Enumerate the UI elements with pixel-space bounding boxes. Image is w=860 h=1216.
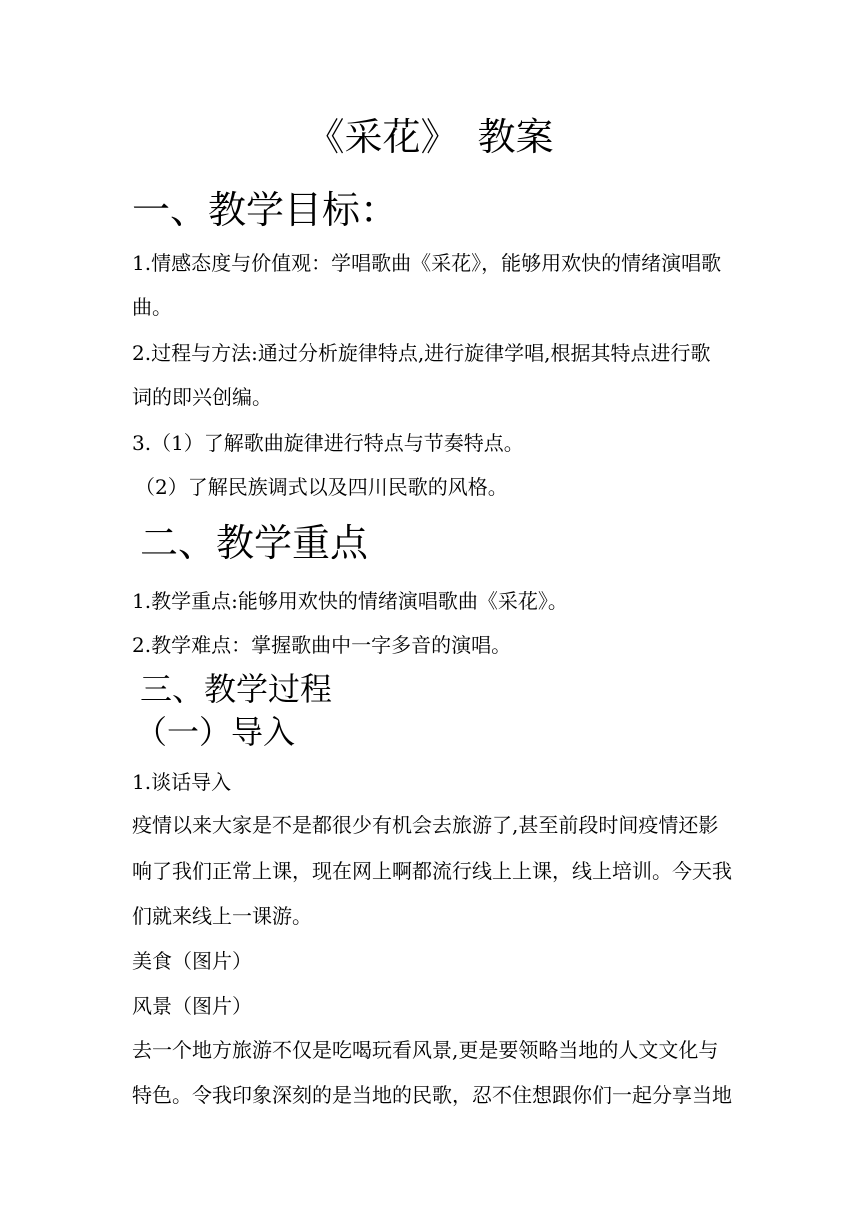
objective-2-line-2: 词的即兴创编。 xyxy=(132,385,272,409)
food-picture-note: 美食（图片） xyxy=(132,949,252,973)
subsection-heading-introduction: （一）导入 xyxy=(135,713,296,751)
objective-2-line-1: 2.过程与方法:通过分析旋律特点,进行旋律学唱,根据其特点进行歌 xyxy=(132,341,711,365)
intro-item-1: 1.谈话导入 xyxy=(132,770,232,794)
objective-1-line-2: 曲。 xyxy=(132,295,172,319)
key-point-1: 1.教学重点:能够用欢快的情绪演唱歌曲《采花》。 xyxy=(132,589,568,613)
intro-paragraph-1-line-3: 们就来线上一课游。 xyxy=(132,904,312,928)
intro-paragraph-2-line-1: 去一个地方旅游不仅是吃喝玩看风景,更是要领略当地的人文文化与 xyxy=(132,1038,719,1062)
intro-paragraph-1-line-1: 疫情以来大家是不是都很少有机会去旅游了,甚至前段时间疫情还影 xyxy=(132,813,719,837)
objective-3-line-2: （2）了解民族调式以及四川民歌的风格。 xyxy=(135,475,508,499)
section-heading-objectives: 一、教学目标： xyxy=(132,188,399,232)
intro-paragraph-2-line-2: 特色。令我印象深刻的是当地的民歌，忍不住想跟你们一起分享当地 xyxy=(132,1083,732,1107)
objective-1-line-1: 1.情感态度与价值观：学唱歌曲《采花》，能够用欢快的情绪演唱歌 xyxy=(132,251,722,275)
intro-paragraph-1-line-2: 响了我们正常上课，现在网上啊都流行线上上课，线上培训。今天我 xyxy=(132,859,732,883)
section-heading-process: 三、教学过程 xyxy=(140,670,333,708)
scenery-picture-note: 风景（图片） xyxy=(132,994,252,1018)
section-heading-key-points: 二、教学重点 xyxy=(140,521,369,565)
document-title: 《采花》 教案 xyxy=(306,115,554,159)
key-point-2: 2.教学难点：掌握歌曲中一字多音的演唱。 xyxy=(132,633,512,657)
objective-3-line-1: 3.（1）了解歌曲旋律进行特点与节奏特点。 xyxy=(132,431,524,455)
